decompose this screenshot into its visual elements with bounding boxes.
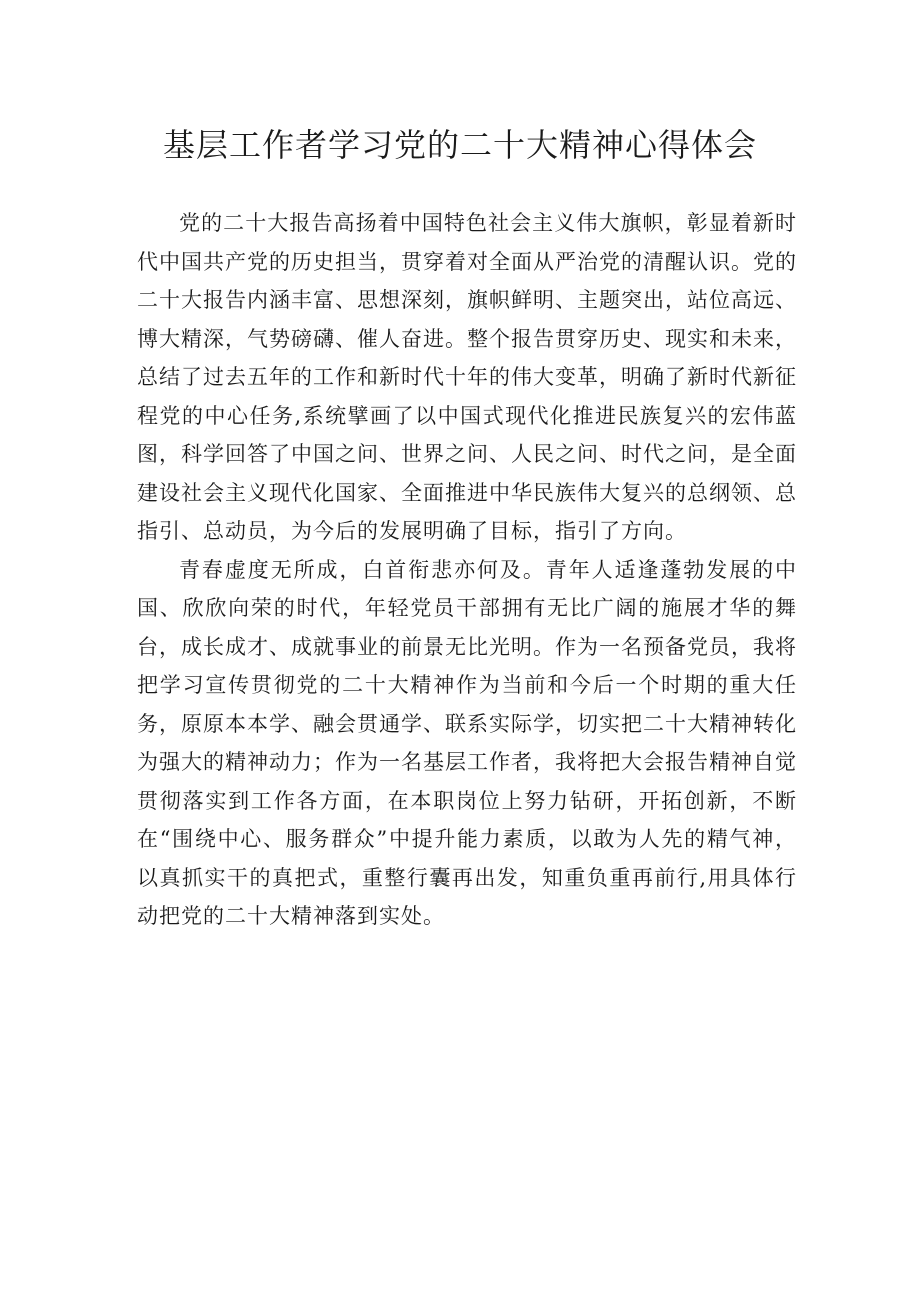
document-title: 基层工作者学习党的二十大精神心得体会 (162, 126, 757, 164)
document-body (137, 204, 797, 936)
paragraph-2: 青春虚度无所成，白首衔悲亦何及。青年人适逢蓬勃发展的中国、欣欣向荣的时代，年轻党员干部拥有无比广阔的施展才华的舞台，成长成才、成就事业的前景无比光明。作为一名预备党员，我将把学习宣传贯彻党的二十大精神作为当前和今后一个时期的重大任务，原原本本学、融会贯通学、联系实际学，切实把二十大精神转化为强大的精神动力；作为一名基层工作者，我将把大会报告精神自觉贯彻落实到工作各方面，在本职岗位上努力钻研，开拓创新，不断在“围绕中心、服务群众”中提升能力素质，以敢为人先的精气神，以真抓实干的真把式，重整行囊再出发，知重负重再前行,用具体行动把党的二十大精神落到实处。 (137, 557, 797, 928)
paragraph-1: 党的二十大报告高扬着中国特色社会主义伟大旗帜，彰显着新时代中国共产党的历史担当，贯穿着对全面从严治党的清醒认识。党的二十大报告内涵丰富、思想深刻，旗帜鲜明、主题突出，站位高远、博大精深，气势磅礴、催人奋进。整个报告贯穿历史、现实和未来，总结了过去五年的工作和新时代十年的伟大变革，明确了新时代新征程党的中心任务,系统擘画了以中国式现代化推进民族复兴的宏伟蓝图，科学回答了中国之问、世界之问、人民之问、时代之问，是全面建设社会主义现代化国家、全面推进中华民族伟大复兴的总纲领、总指引、总动员，为今后的发展明确了目标，指引了方向。 (137, 211, 797, 543)
